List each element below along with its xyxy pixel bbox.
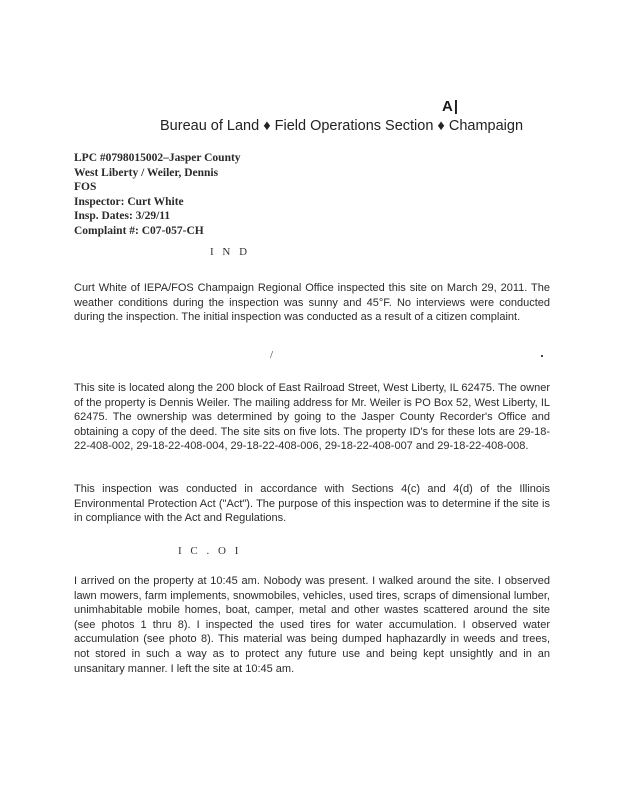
inspection-dates: Insp. Dates: 3/29/11	[74, 210, 171, 223]
site-name: West Liberty / Weiler, Dennis	[74, 166, 219, 179]
section-code: FOS	[74, 181, 97, 194]
complaint-number: Complaint #: C07-057-CH	[74, 224, 204, 237]
scan-speck	[541, 355, 543, 357]
intro-paragraph: Curt White of IEPA/FOS Champaign Regional Office inspected this site on March 29, 2011. The weather conditions during the inspection was sunny and 45°F. No interviews were conducted during the inspection. The initial inspection was conducted as a result of a citizen complaint.	[74, 282, 550, 324]
purpose-paragraph: This inspection was conducted in accordance with Sections 4(c) and 4(d) of the Illinois Environmental Protection Act ("Act"). The purpose of this inspection was to determine if the site is in compliance with the Act and Regulations.	[74, 483, 550, 525]
observations-paragraph: I arrived on the property at 10:45 am. Nobody was present. I walked around the site. I observed lawn mowers, farm implements, snowmobiles, vehicles, used tires, scraps of dimensional lumber, unimhabitable mobile homes, boat, camper, metal and other wastes scattered around the site (see photos 1 thru 8). I inspected the used tires for water accumulation. I observed water accumulation (see photo 8). This material was being dumped haphazardly in weeds and trees, not stored in such a way as to protect any future use and being kept unsightly and in an unsanitary manner. I left the site at 10:45 am.	[74, 575, 550, 675]
location-paragraph: This site is located along the 200 block of East Railroad Street, West Liberty, IL 62475. The owner of the property is Dennis Weiler. The mailing address for Mr. Weiler is PO Box 52, West Liberty, IL 62475. The ownership was determined by going to the Jasper County Recorder's Office and obtaining a copy of the deed. The site sits on five lots. The property ID's for these lots are 29-18-22-408-002, 29-18-22-408-004, 29-18-22-408-006, 29-18-22-408-007 and 29-18-22-408-008.	[74, 382, 550, 453]
intro-heading: I N D	[210, 246, 251, 258]
agency-logo: A|	[442, 98, 460, 115]
site-description-heading: /	[270, 349, 277, 361]
inspector-name: Inspector: Curt White	[74, 195, 184, 208]
observations-heading: I C . O I	[178, 545, 242, 557]
lpc-number: LPC #0798015002–Jasper County	[74, 152, 241, 164]
site-metadata	[74, 151, 241, 239]
bureau-header: Bureau of Land ♦ Field Operations Section ♦ Champaign	[160, 118, 524, 134]
